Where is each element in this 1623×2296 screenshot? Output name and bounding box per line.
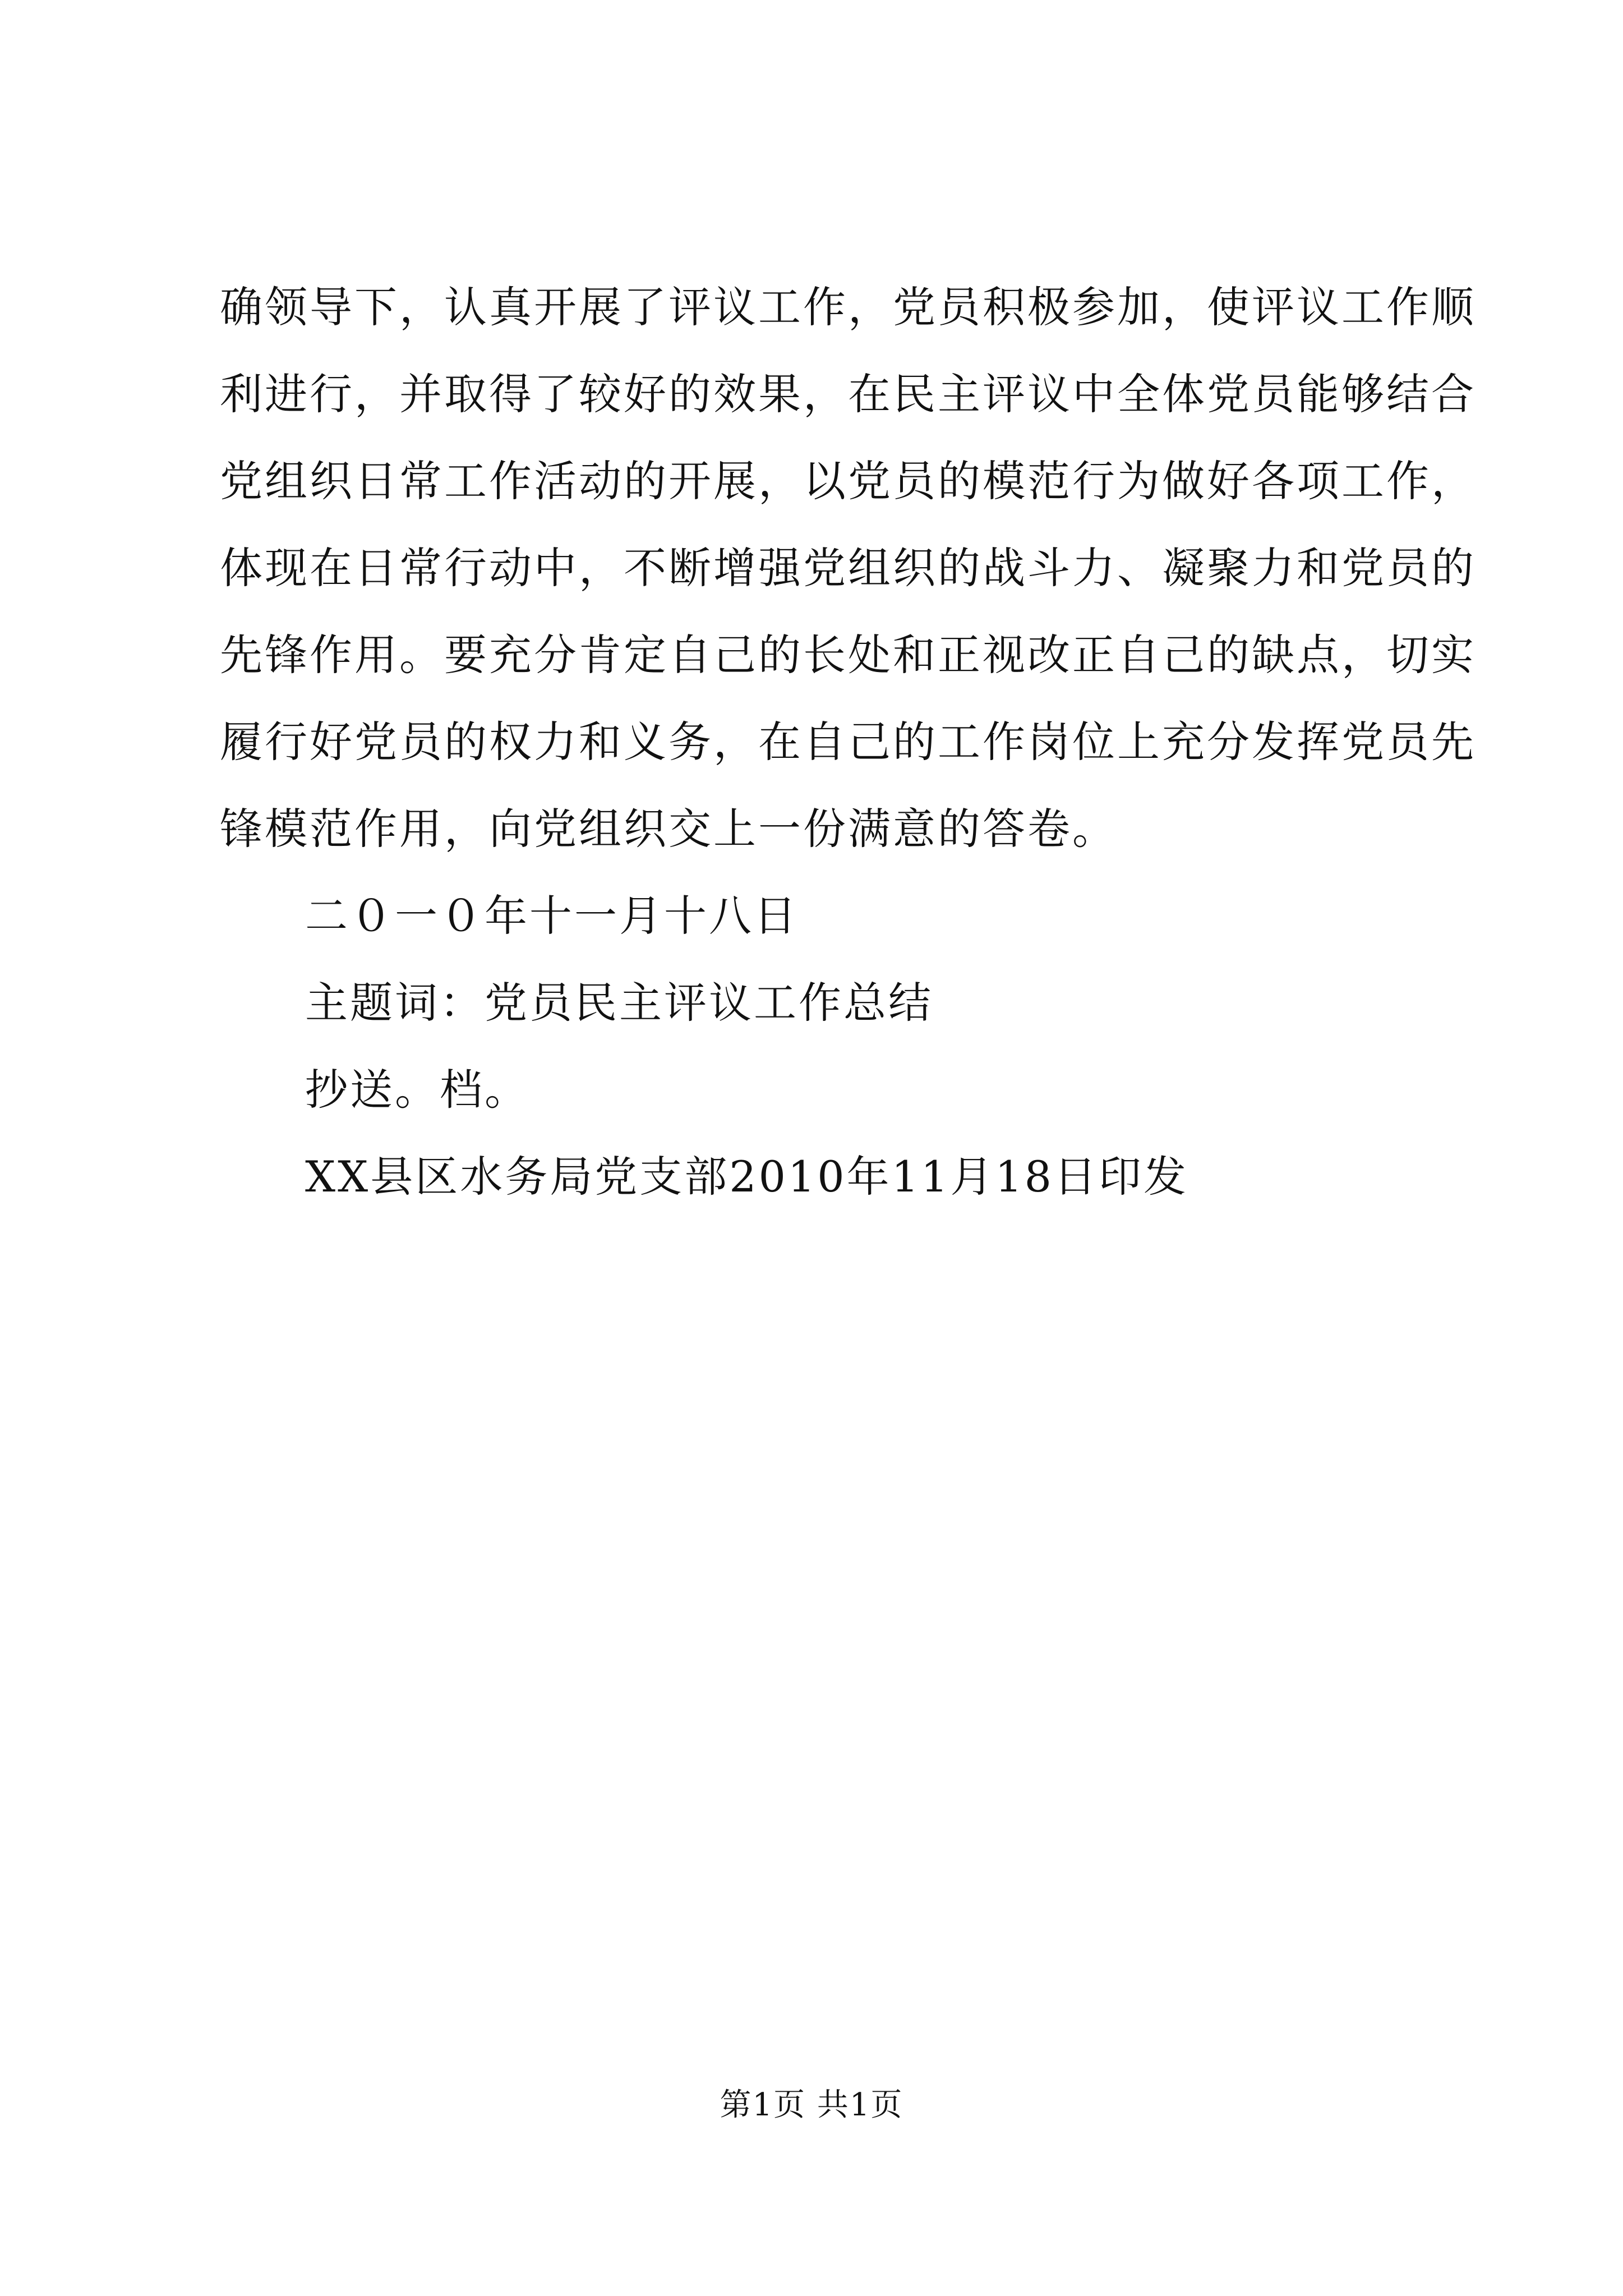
paragraph-line: 确领导下，认真开展了评议工作，党员积极参加，使评议工作顺 <box>220 282 1476 332</box>
document-body <box>220 264 1476 1220</box>
page-number-footer: 第1页 共1页 <box>720 2087 903 2123</box>
paragraph-line: 利进行，并取得了较好的效果，在民主评议中全体党员能够结合 <box>220 369 1476 419</box>
paragraph-line: 履行好党员的权力和义务，在自己的工作岗位上充分发挥党员先 <box>220 717 1476 767</box>
paragraph-line: 体现在日常行动中，不断增强党组织的战斗力、凝聚力和党员的 <box>220 543 1476 593</box>
subject-line: 主题词：党员民主评议工作总结 <box>305 978 933 1028</box>
paragraph-line: 党组织日常工作活动的开展，以党员的模范行为做好各项工作， <box>220 456 1476 506</box>
paragraph-line: 锋模范作用，向党组织交上一份满意的答卷。 <box>220 804 1117 854</box>
cc-line: 抄送。档。 <box>305 1065 529 1115</box>
date-line: 二０一０年十一月十八日 <box>305 891 799 941</box>
issuer-line: XX县区水务局党支部2010年11月18日印发 <box>305 1152 1189 1202</box>
paragraph-line: 先锋作用。要充分肯定自己的长处和正视改正自己的缺点，切实 <box>220 630 1476 680</box>
